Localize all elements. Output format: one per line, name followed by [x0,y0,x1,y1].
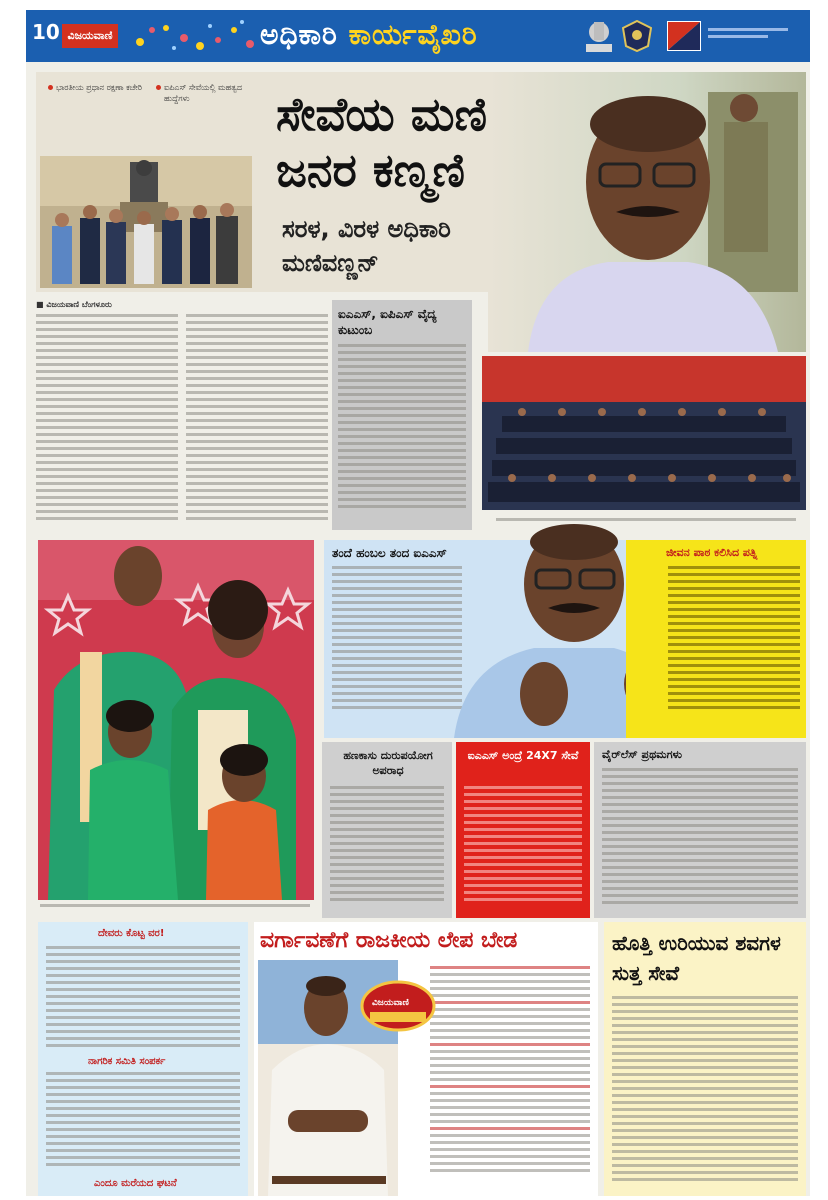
finance-crime-box [322,742,452,918]
left-subtitle: ನಾಗರಿಕ ಸಮಿತಿ ಸಂಪರ್ಕ [88,1056,166,1067]
right-column-text [612,996,798,1185]
headline-line-1: ಸೇವೆಯ ಮಣಿ [276,87,488,141]
blue-box-title: ತಂದೆ ಹಂಬಲ ತಂದ ಐಎಎಸ್ [332,546,447,560]
grey-box2-title: ವೈರ್‌ಲೆಸ್ ಪ್ರಥಮಗಳು [602,748,683,761]
left-subtitle: ದೇವರು ಕೊಟ್ಟ ವರ! [98,928,165,939]
flag-badge-icon [666,20,702,52]
highlight-bullets [44,80,254,148]
wife-story-box [626,540,806,738]
sidebar-family-box [332,300,472,530]
officer-portrait-photo [488,72,806,352]
highlight-bullet: ಭಾರತೀಯ ಪ್ರಧಾನ ರಕ್ಷಣಾ ಕಚೇರಿ [56,82,156,93]
masthead [26,10,810,62]
brand-logo: ವಿಜಯವಾಣಿ [62,24,118,48]
left-column-stories [38,922,248,1196]
grey-box1-title: ಹಣಕಾಸು ದುರುಪಯೋಗ ಅಪರಾಧ [343,749,433,777]
text-column [186,314,328,528]
family-photo-caption-lines [40,902,310,911]
logo-stamp-text: ವಿಜಯವಾಣಿ [372,998,409,1008]
lead-headline [276,86,487,198]
service-247-box [456,742,590,918]
article-byline: ■ ವಿಜಯವಾಣಿ ಬೆಂಗಳೂರು [36,300,112,309]
left-column-text [46,1072,240,1170]
subhead-line-1: ಸರಳ, ವಿರಳ ಅಧಿಕಾರಿ [282,215,451,243]
section-title [260,18,478,52]
red-box-text [464,786,582,905]
grey-box1-text [330,786,444,905]
cremation-headline: ಹೊತ್ತಿ ಉರಿಯುವ ಶವಗಳ ಸುತ್ತ ಸೇವೆ [612,931,781,985]
red-box-title: ಐಎಎಸ್ ಅಂದ್ರೆ 24X7 ಸೇವೆ [467,749,579,762]
date-lines-graphic [708,24,806,38]
section-title-part1: ಅಧಿಕಾರಿ [260,18,349,51]
group-photo-with-statue [40,156,252,288]
text-column [36,314,178,528]
cadets-photo-caption-lines [496,516,796,524]
cadets-group-photo [482,356,806,510]
subhead-line-2: ಮಣಿವಣ್ಣನ್ [282,249,379,277]
middle-column-text [430,966,590,1176]
highlight-bullet: ಐಪಿಎಸ್ ಸೇವೆಯಲ್ಲಿ ಮಹತ್ವದ ಹುದ್ದೆಗಳು [164,82,264,104]
lead-subhead [282,212,451,280]
left-column-text [46,946,240,1051]
headline-line-2: ಜನರ ಕಣ್ಮಣಿ [276,143,465,197]
blue-box-text [332,566,462,713]
wireless-firsts-box [594,742,806,918]
page-number: 10 [32,20,60,44]
family-box-title: ಐಎಎಸ್, ಐಪಿಎಸ್ ವೈದ್ಯ ಕುಟುಂಬ [338,307,437,337]
newspaper-page [26,10,810,1196]
state-emblem-icon [582,16,616,56]
decorative-dots-graphic [130,18,260,54]
section-title-part2: ಕಾರ್ಯವೈಖರಿ [348,18,478,51]
family-box-text [338,344,466,512]
right-column-story [604,922,806,1196]
yellow-box-text [668,566,800,713]
family-photo [38,540,314,900]
lead-story-header [36,72,806,292]
yellow-box-title: ಜೀವನ ಪಾಠ ಕಲಿಸಿದ ಪತ್ನಿ [666,546,758,559]
police-badge-icon [622,20,652,52]
left-subtitle: ಎಂದೂ ಮರೆಯದ ಘಟನೆ [94,1178,177,1189]
transfer-headline: ವರ್ಗಾವಣೆಗೆ ರಾಜಕೀಯ ಲೇಪ ಬೇಡ [260,928,518,953]
grey-box2-text [602,768,798,908]
